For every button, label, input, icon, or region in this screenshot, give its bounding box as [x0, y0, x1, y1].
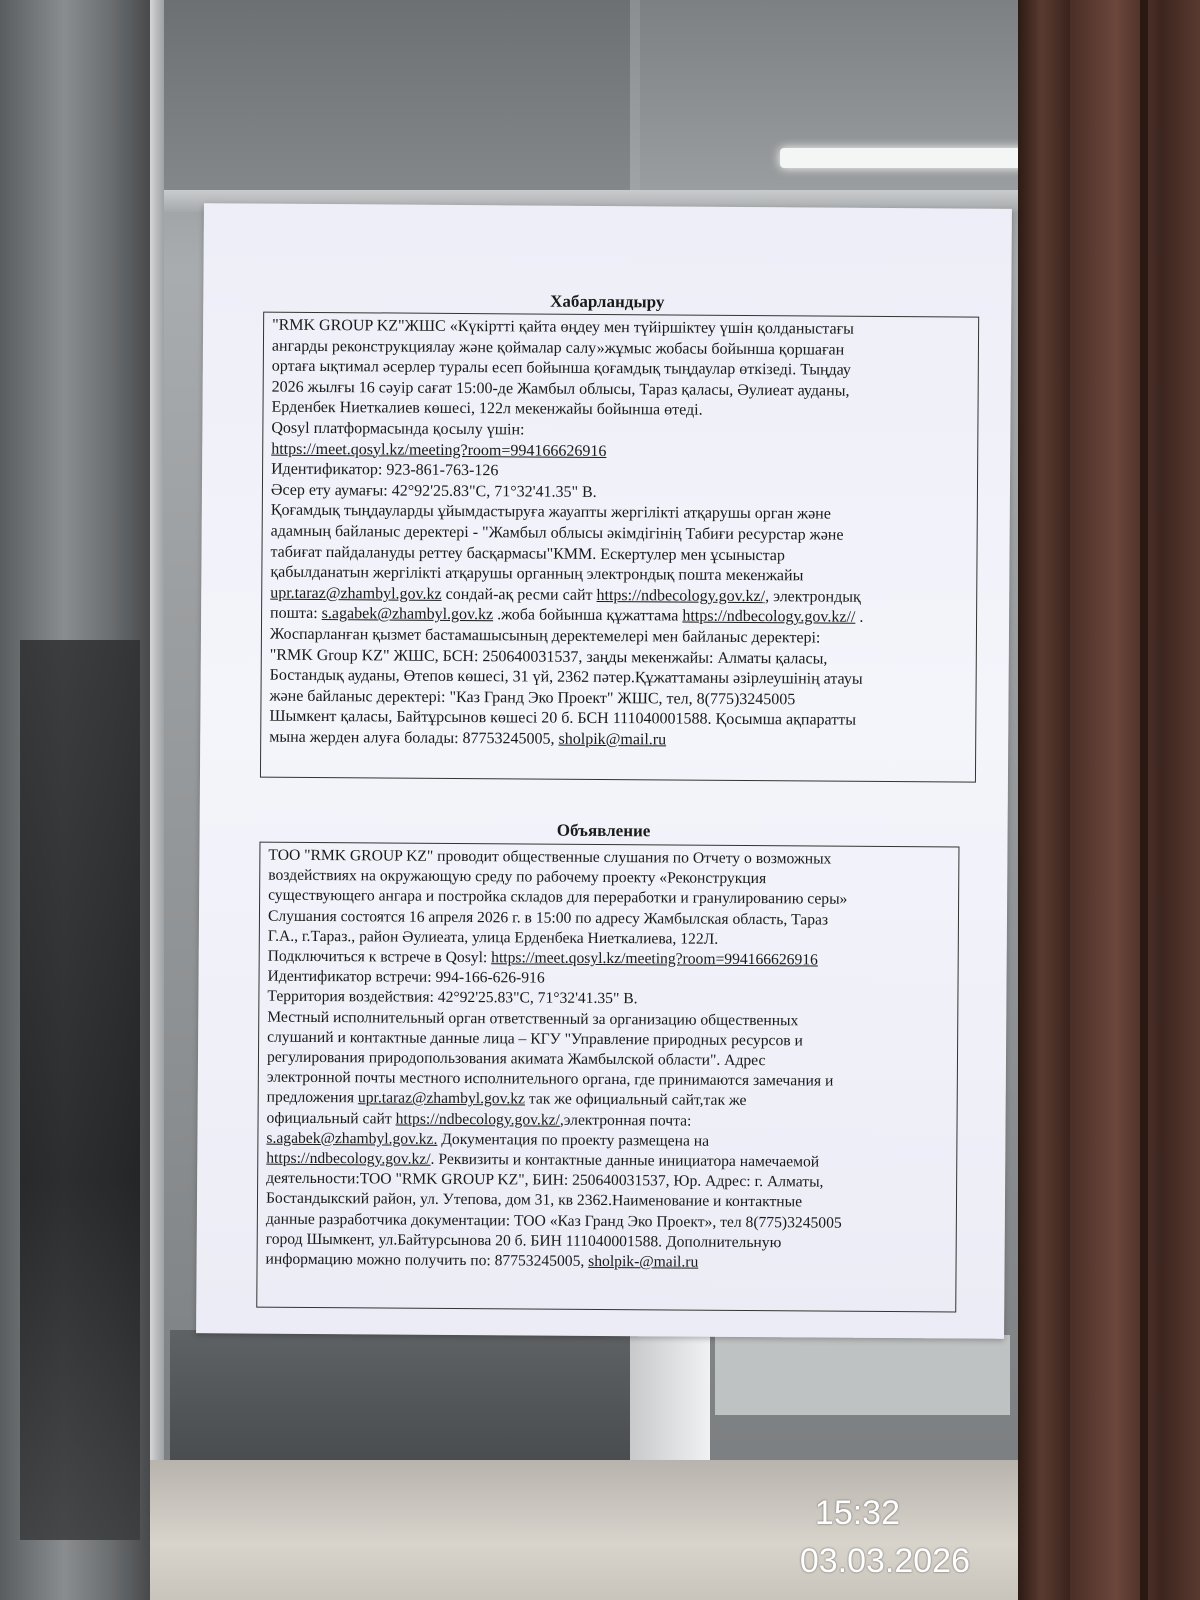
ru-email-link-2[interactable]: s.agabek@zhambyl.gov.kz. — [266, 1129, 438, 1148]
ru-line: Бостандыкский район, ул. Утепова, дом 31, кв 2362.Наименование и контактные — [265, 1190, 803, 1211]
kz-line: қабылданатын жергілікті атқарушы органның электрондық пошта мекенжайы — [270, 563, 804, 585]
kz-line: ангарды реконструкциялау және қоймалар салу»жұмыс жобасы бойынша қоршаған — [271, 337, 845, 359]
kz-meeting-link[interactable]: https://meet.qosyl.kz/meeting?room=994166626916 — [271, 440, 607, 460]
ru-line: город Шымкент, ул.Байтурсынова 20 б. БИН 111040001588. Дополнительную — [265, 1230, 782, 1252]
ru-meeting-link[interactable]: https://meet.qosyl.kz/meeting?room=994166626916 — [491, 949, 818, 969]
ru-text: Подключиться к встрече в Qosyl: — [267, 947, 492, 967]
kz-line: Әсер ету аумағы: 42°92'25.83"С, 71°32'41.35" В. — [270, 481, 597, 501]
ru-line: существующего ангара и постройка складов для переработки и гранулированию серы» — [268, 887, 848, 909]
kz-email-link-2[interactable]: s.agabek@zhambyl.gov.kz — [321, 605, 494, 624]
kz-line: Қоғамдық тыңдауларды ұйымдастыруға жауапты жергілікті атқарушы орган және — [270, 502, 831, 523]
ru-line: электронной почты местного исполнительного органа, где принимаются замечания и — [266, 1068, 834, 1090]
kz-site-link-1[interactable]: https://ndbecology.gov.kz/ — [596, 586, 766, 605]
kz-line: Ерденбек Ниеткалиев көшесі, 122л мекенжайы бойынша өтеді. — [271, 399, 703, 420]
kz-text: , электрондық — [765, 587, 861, 606]
ru-line: Слушания состоятся 16 апреля 2026 г. в 15:00 по адресу Жамбылская область, Тараз — [267, 907, 829, 929]
ru-line: Идентификатор встречи: 994-166-626-916 — [267, 967, 545, 987]
door-edge — [1140, 0, 1148, 1600]
kz-line: және байланыс деректері: "Каз Гранд Эко Проект" ЖШС, тел, 8(775)3245005 — [269, 687, 796, 709]
ru-text: информацию можно получить по: 87753245005, — [265, 1250, 589, 1270]
ru-line-last — [266, 1250, 948, 1275]
kz-text: мына жерден алуға болады: 87753245005, — [269, 728, 559, 748]
timestamp-date: 03.03.2026 — [799, 1542, 970, 1580]
ru-notice-block — [256, 842, 959, 1313]
kz-line-last — [269, 728, 967, 753]
kz-site-link-2[interactable]: https://ndbecology.gov.kz// — [682, 607, 856, 627]
ru-text: так же официальный сайт,так же — [524, 1090, 747, 1110]
lower-window — [170, 1330, 630, 1460]
brown-door-frame — [1018, 0, 1070, 1600]
ru-text: официальный сайт — [266, 1109, 396, 1128]
ru-line: деятельности:ТОО "RMK GROUP KZ", БИН: 250640031537, Юр. Адрес: г. Алматы, — [266, 1169, 824, 1191]
ru-heading: Объявление — [556, 820, 651, 841]
kz-text: .жоба бойынша құжаттама — [493, 606, 683, 625]
ru-text: Документация по проекту размещена на — [437, 1130, 710, 1150]
left-reflection — [20, 640, 140, 1540]
ru-line: Территория воздействия: 42°92'25.83"С, 71°32'41.35" В. — [267, 988, 638, 1008]
kz-text: сондай-ақ ресми сайт — [441, 585, 597, 604]
ru-line: Г.А., г.Тараз., район Әулиеата, улица Ерденбека Ниеткалиева, 122Л. — [267, 927, 719, 948]
lower-window-right — [715, 1335, 1010, 1415]
kz-line: "RMK GROUP KZ"ЖШС «Күкіртті қайта өңдеу мен түйіршіктеу үшін қолданыстағы — [272, 316, 854, 338]
kz-line: ортаға ықтимал әсерлер туралы есеп бойынша қоғамдық тыңдаулар өткізеді. Тыңдау — [271, 357, 852, 379]
ru-line: Местный исполнительный орган ответственный за организацию общественных — [267, 1008, 799, 1029]
ru-text: предложения — [266, 1089, 359, 1107]
ru-contact-email[interactable]: sholpik-@mail.ru — [588, 1252, 699, 1271]
kz-line: Qosyl платформасында қосылу үшін: — [271, 419, 525, 439]
kz-line: табиғат пайдалануды реттеу басқармасы"КММ. Ескертулер мен ұсыныстар — [270, 543, 785, 564]
kz-text: пошта: — [270, 604, 322, 623]
ru-email-link-1[interactable]: upr.taraz@zhambyl.gov.kz — [357, 1089, 526, 1108]
ru-site-link-2[interactable]: https://ndbecology.gov.kz/ — [266, 1149, 431, 1168]
brown-door-panel — [1070, 0, 1200, 1600]
ru-line: воздействиях на окружающую среду по рабочему проекту «Реконструкция — [268, 866, 767, 888]
ru-line: слушаний и контактные данные лица – КГУ "Управление природных ресурсов и — [267, 1028, 803, 1050]
timestamp-time: 15:32 — [814, 1494, 900, 1532]
kz-line: "RMK Group KZ" ЖШС, БСН: 250640031537, заңды мекенжайы: Алматы қаласы, — [269, 646, 828, 668]
ceiling-light — [780, 148, 1030, 168]
door-frame-vertical — [150, 0, 164, 1500]
kz-text: . — [855, 609, 864, 627]
ru-line: ТОО "RMK GROUP KZ" проводит общественные слушания по Отчету о возможных — [268, 846, 832, 868]
ru-line: данные разработчика документации: ТОО «Каз Гранд Эко Проект», тел 8(775)3245005 — [265, 1210, 842, 1232]
kz-line: Бостандық ауданы, Өтепов көшесі, 31 үй, 2362 пәтер.Құжаттаманы әзірлеушінің атауы — [269, 666, 863, 688]
notice-paper — [196, 203, 1012, 1339]
kz-notice-block — [260, 312, 979, 783]
interior-window — [160, 0, 630, 190]
kz-line: Жоспарланған қызмет бастамашысының деректемелері мен байланыс деректері: — [269, 625, 821, 647]
kz-line: адамның байланыс деректері - "Жамбыл облысы әкімдігінің Табиғи ресурстар және — [270, 522, 844, 544]
kz-line: 2026 жылғы 16 сәуір сағат 15:00-де Жамбыл облысы, Тараз қаласы, Әулиеат ауданы, — [271, 378, 850, 400]
ru-site-link-1[interactable]: https://ndbecology.gov.kz/ — [395, 1110, 560, 1129]
kz-heading: Хабарландыру — [550, 291, 665, 312]
kz-line: Шымкент қаласы, Байтұрсынов көшесі 20 б. БСН 111040001588. Қосымша ақпаратты — [269, 707, 857, 730]
ru-line: регулирования природопользования акимата Жамбылской области". Адрес — [266, 1048, 766, 1070]
ru-text: ,электронная почта: — [559, 1111, 692, 1130]
kz-email-link-1[interactable]: upr.taraz@zhambyl.gov.kz — [270, 584, 442, 603]
ru-text: . Реквизиты и контактные данные инициатора намечаемой — [430, 1150, 820, 1171]
kz-line: Идентификатор: 923-861-763-126 — [271, 460, 499, 480]
kz-contact-email[interactable]: sholpik@mail.ru — [558, 730, 667, 749]
